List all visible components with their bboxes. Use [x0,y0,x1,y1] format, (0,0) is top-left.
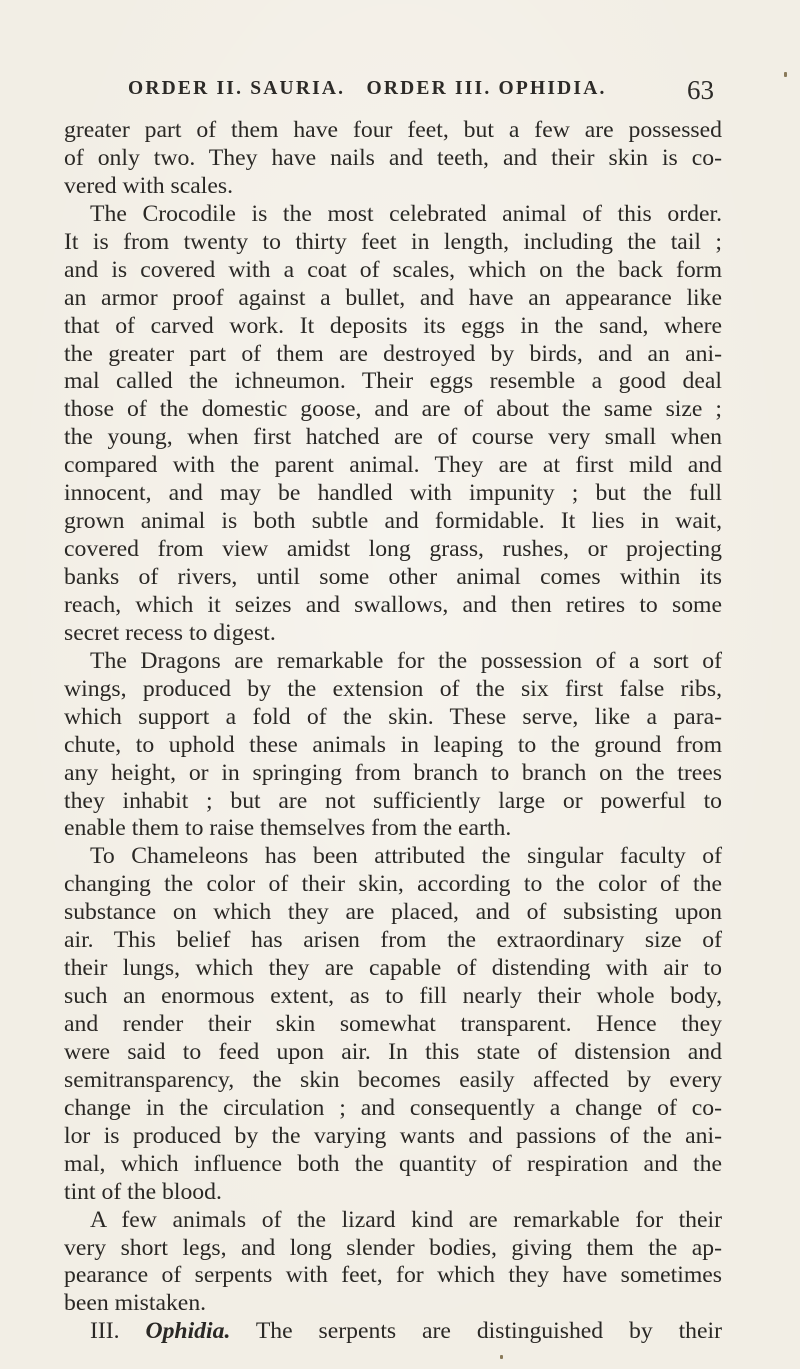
text-line: lor is produced by the varying wants and passions of the ani- [64,1122,722,1149]
text-line: wings, produced by the extension of the six first false ribs, [64,675,722,702]
text-line: changing the color of their skin, according to the color of the [64,871,722,898]
text-line: of only two. They have nails and teeth, and their skin is co- [64,144,722,171]
text-line: those of the domestic goose, and are of about the same size ; [64,396,722,423]
page-header [128,75,714,108]
text-line: such an enormous extent, as to fill nearly their whole body, [64,983,722,1010]
bottom-blemish [500,1355,503,1359]
text-line: grown animal is both subtle and formidable. It lies in wait, [64,508,722,535]
text-line: semitransparency, the skin becomes easily affected by every [64,1066,722,1093]
text-line: substance on which they are placed, and of subsisting upon [64,899,722,926]
text-line: very short legs, and long slender bodies, giving them the ap- [64,1234,722,1261]
text-line: an armor proof against a bullet, and have an appearance like [64,284,722,311]
text-line: air. This belief has arisen from the extraordinary size of [64,927,722,954]
text-line: The Crocodile is the most celebrated animal of this order. [90,200,722,227]
running-head: ORDER II. SAURIA. ORDER III. OPHIDIA. [128,78,607,99]
text-line: compared with the parent animal. They are at first mild and [64,452,722,479]
text-line: covered from view amidst long grass, rushes, or projecting [64,536,722,563]
text-line: vered with scales. [64,172,234,199]
text-line: were said to feed upon air. In this state of distension and [64,1038,722,1065]
text-line: mal, which influence both the quantity of respiration and the [64,1150,722,1177]
section-heading-line [64,1318,722,1346]
text-line: tint of the blood. [64,1178,222,1205]
section-term: Ophidia. [145,1318,231,1345]
text-line: the greater part of them are destroyed by birds, and an ani- [64,340,722,367]
text-line: A few animals of the lizard kind are remarkable for their [90,1206,722,1233]
text-line: It is from twenty to thirty feet in length, including the tail ; [64,228,722,255]
text-line: pearance of serpents with feet, for which they have sometimes [64,1262,722,1289]
text-line: and render their skin somewhat transparent. Hence they [64,1011,722,1037]
section-numeral: III. [90,1318,120,1345]
text-line: and is covered with a coat of scales, which on the back form [64,256,722,283]
text-line: greater part of them have four feet, but a few are possessed [64,117,722,143]
text-line: The Dragons are remarkable for the possession of a sort of [90,647,722,674]
page-number: 63 [687,75,714,105]
text-line: secret recess to digest. [64,619,276,646]
text-line: the young, when first hatched are of course very small when [64,424,722,451]
text-line: they inhabit ; but are not sufficiently large or powerful to [64,787,722,814]
text-line: change in the circulation ; and consequently a change of co- [64,1094,722,1121]
text-line: innocent, and may be handled with impunity ; but the full [64,480,722,507]
text-line: mal called the ichneumon. Their eggs resemble a good deal [64,368,722,395]
text-line: banks of rivers, until some other animal comes within its [64,564,722,590]
body-text [64,117,722,1346]
text-line: which support a fold of the skin. These serve, like a para- [64,703,722,730]
text-line: reach, which it seizes and swallows, and then retires to some [64,591,722,618]
text-line: any height, or in springing from branch to branch on the trees [64,759,722,786]
text-line: that of carved work. It deposits its eggs in the sand, where [64,312,722,339]
text-line: To Chameleons has been attributed the singular faculty of [90,843,722,870]
text-line: been mistaken. [64,1290,207,1317]
text-line: their lungs, which they are capable of distending with air to [64,955,722,982]
section-text: The serpents are distinguished by their [255,1318,722,1345]
corner-blemish [784,72,787,77]
text-line: enable them to raise themselves from the earth. [64,815,512,842]
text-line: chute, to uphold these animals in leaping to the ground from [64,731,722,758]
